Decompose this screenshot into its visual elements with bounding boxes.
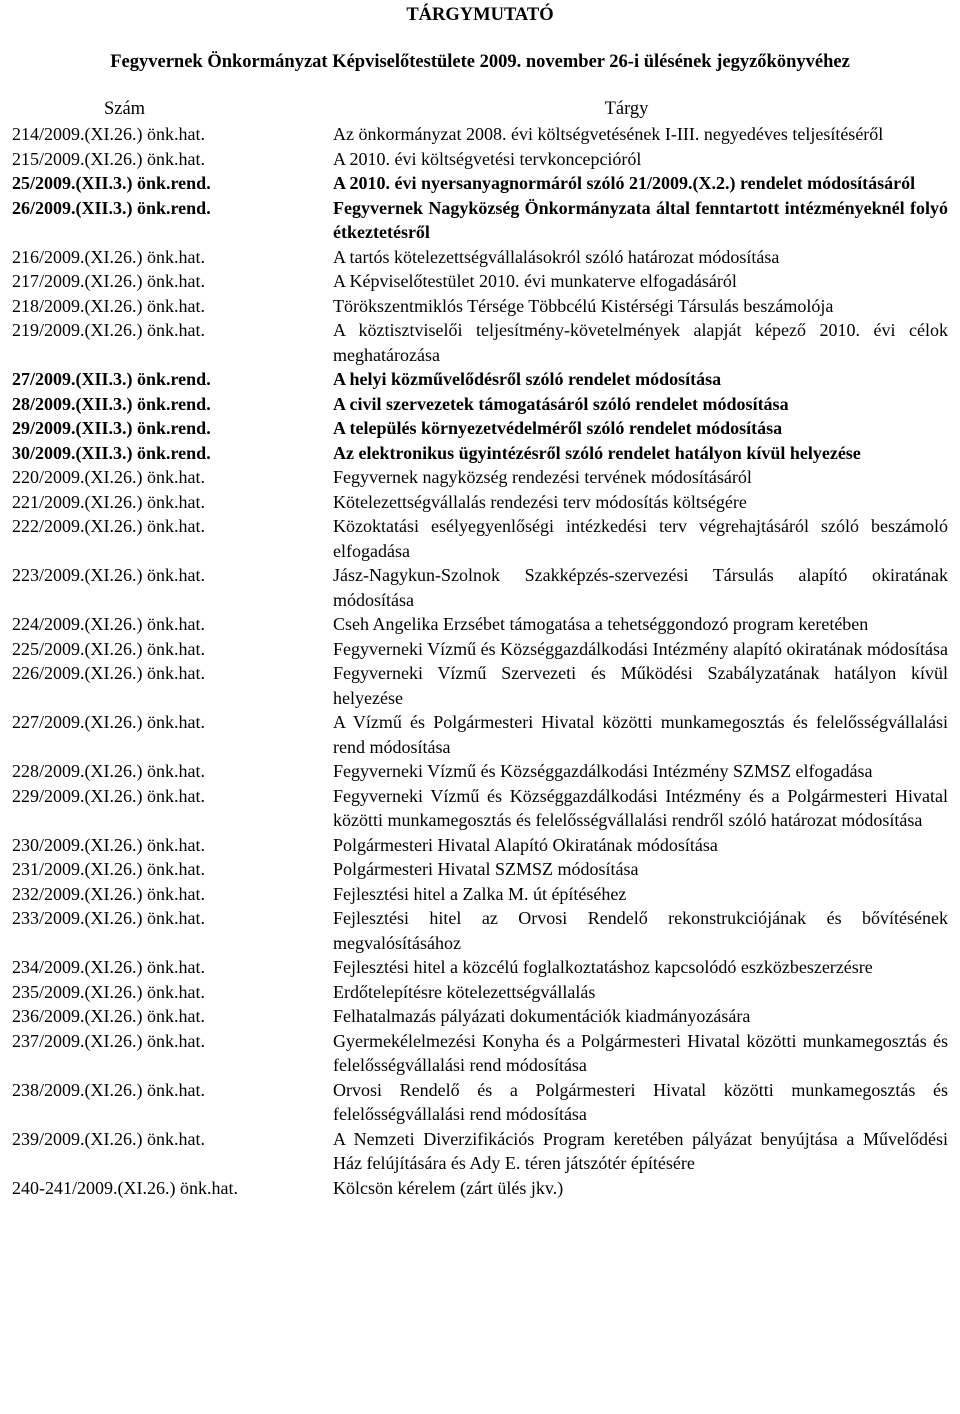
table-row bbox=[12, 710, 948, 759]
table-row bbox=[12, 955, 948, 980]
row-subject: Fejlesztési hitel a közcélú foglalkoztatáshoz kapcsolódó eszközbeszerzésre bbox=[333, 957, 873, 977]
table-row bbox=[12, 759, 948, 784]
table-row bbox=[12, 122, 948, 147]
row-subject: Fegyverneki Vízmű Szervezeti és Működési Szabályzatának hatályon kívül helyezése bbox=[333, 663, 948, 708]
index-table bbox=[12, 96, 948, 1200]
row-number: 226/2009.(XI.26.) önk.hat. bbox=[12, 663, 205, 683]
table-row bbox=[12, 294, 948, 319]
column-header-number: Szám bbox=[103, 99, 146, 119]
table-row bbox=[12, 196, 948, 245]
row-number: 221/2009.(XI.26.) önk.hat. bbox=[12, 491, 205, 512]
table-row bbox=[12, 637, 948, 662]
row-subject: Az önkormányzat 2008. évi költségvetésének I-III. negyedéves teljesítéséről bbox=[333, 124, 884, 144]
table-row bbox=[12, 661, 948, 710]
row-number: 214/2009.(XI.26.) önk.hat. bbox=[12, 124, 205, 144]
row-subject: A 2010. évi nyersanyagnormáról szóló 21/2009.(X.2.) rendelet módosításáról bbox=[333, 173, 916, 193]
row-subject: Közoktatási esélyegyenlőségi intézkedési terv végrehajtásáról szóló beszámoló elfogadása bbox=[333, 516, 948, 561]
row-subject: A tartós kötelezettségvállalásokról szóló határozat módosítása bbox=[333, 246, 780, 267]
row-number: 223/2009.(XI.26.) önk.hat. bbox=[12, 565, 205, 585]
row-number: 236/2009.(XI.26.) önk.hat. bbox=[12, 1006, 205, 1026]
table-row bbox=[12, 318, 948, 367]
table-row bbox=[12, 980, 948, 1005]
row-number: 26/2009.(XII.3.) önk.rend. bbox=[12, 197, 211, 218]
row-number: 28/2009.(XII.3.) önk.rend. bbox=[12, 393, 211, 414]
row-subject: A 2010. évi költségvetési tervkoncepcióról bbox=[333, 148, 642, 169]
row-number: 234/2009.(XI.26.) önk.hat. bbox=[12, 957, 205, 977]
row-number: 225/2009.(XI.26.) önk.hat. bbox=[12, 638, 205, 659]
table-row bbox=[12, 416, 948, 441]
column-header-subject: Tárgy bbox=[604, 99, 649, 119]
row-number: 227/2009.(XI.26.) önk.hat. bbox=[12, 712, 205, 732]
table-row bbox=[12, 465, 948, 490]
row-subject: Fegyverneki Vízmű és Községgazdálkodási Intézmény SZMSZ elfogadása bbox=[333, 761, 873, 781]
table-row bbox=[12, 1004, 948, 1029]
table-row bbox=[12, 171, 948, 196]
row-subject: A civil szervezetek támogatásáról szóló rendelet módosítása bbox=[333, 393, 789, 414]
row-subject: Felhatalmazás pályázati dokumentációk kiadmányozására bbox=[333, 1006, 751, 1026]
row-subject: A Képviselőtestület 2010. évi munkaterve elfogadásáról bbox=[333, 271, 737, 291]
row-subject: Fejlesztési hitel a Zalka M. út építéséhez bbox=[333, 883, 627, 904]
table-row bbox=[12, 392, 948, 417]
row-number: 217/2009.(XI.26.) önk.hat. bbox=[12, 271, 205, 291]
row-number: 240-241/2009.(XI.26.) önk.hat. bbox=[12, 1177, 238, 1198]
row-subject: Fegyverneki Vízmű és Községgazdálkodási Intézmény alapító okiratának módosítása bbox=[333, 638, 948, 659]
row-subject: Fegyvernek nagyközség rendezési tervének módosításáról bbox=[333, 467, 752, 487]
table-row bbox=[12, 1127, 948, 1176]
table-row bbox=[12, 1078, 948, 1127]
row-subject: Gyermekélelmezési Konyha és a Polgármesteri Hivatal közötti munkamegosztás és felelősségvállalási rend módosítása bbox=[333, 1030, 948, 1075]
row-number: 25/2009.(XII.3.) önk.rend. bbox=[12, 173, 211, 193]
row-number: 222/2009.(XI.26.) önk.hat. bbox=[12, 516, 205, 536]
row-subject: Kötelezettségvállalás rendezési terv módosítás költségére bbox=[333, 491, 747, 512]
table-row bbox=[12, 1029, 948, 1078]
row-subject: Polgármesteri Hivatal SZMSZ módosítása bbox=[333, 859, 639, 879]
row-number: 228/2009.(XI.26.) önk.hat. bbox=[12, 761, 205, 781]
table-row bbox=[12, 269, 948, 294]
row-number: 231/2009.(XI.26.) önk.hat. bbox=[12, 859, 205, 879]
row-number: 215/2009.(XI.26.) önk.hat. bbox=[12, 148, 205, 169]
row-number: 238/2009.(XI.26.) önk.hat. bbox=[12, 1079, 205, 1100]
row-subject: A település környezetvédelméről szóló rendelet módosítása bbox=[333, 418, 783, 438]
table-row bbox=[12, 906, 948, 955]
table-row bbox=[12, 514, 948, 563]
row-number: 27/2009.(XII.3.) önk.rend. bbox=[12, 369, 211, 389]
row-number: 219/2009.(XI.26.) önk.hat. bbox=[12, 320, 205, 340]
row-number: 220/2009.(XI.26.) önk.hat. bbox=[12, 467, 205, 487]
row-subject: Erdőtelepítésre kötelezettségvállalás bbox=[333, 981, 596, 1002]
row-number: 224/2009.(XI.26.) önk.hat. bbox=[12, 614, 205, 634]
row-subject: Cseh Angelika Erzsébet támogatása a tehetséggondozó program keretében bbox=[333, 614, 869, 634]
row-subject: Orvosi Rendelő és a Polgármesteri Hivatal közötti munkamegosztás és felelősségvállalási rend módosítása bbox=[333, 1079, 948, 1124]
table-row bbox=[12, 563, 948, 612]
row-number: 233/2009.(XI.26.) önk.hat. bbox=[12, 908, 205, 928]
table-header-row bbox=[12, 96, 948, 122]
table-row bbox=[12, 857, 948, 882]
table-row bbox=[12, 490, 948, 515]
row-number: 30/2009.(XII.3.) önk.rend. bbox=[12, 442, 211, 463]
row-subject: A helyi közművelődésről szóló rendelet módosítása bbox=[333, 369, 722, 389]
page-title: TÁRGYMUTATÓ bbox=[406, 5, 554, 25]
row-number: 232/2009.(XI.26.) önk.hat. bbox=[12, 883, 205, 904]
row-subject: Fejlesztési hitel az Orvosi Rendelő rekonstrukciójának és bővítésének megvalósításához bbox=[333, 908, 948, 953]
row-number: 230/2009.(XI.26.) önk.hat. bbox=[12, 834, 205, 855]
table-row bbox=[12, 367, 948, 392]
table-row bbox=[12, 612, 948, 637]
table-row bbox=[12, 441, 948, 466]
row-subject: Fegyvernek Nagyközség Önkormányzata által fenntartott intézményeknél folyó étkeztetésről bbox=[333, 197, 948, 242]
row-number: 235/2009.(XI.26.) önk.hat. bbox=[12, 981, 205, 1002]
row-number: 218/2009.(XI.26.) önk.hat. bbox=[12, 295, 205, 316]
row-number: 237/2009.(XI.26.) önk.hat. bbox=[12, 1030, 205, 1051]
row-number: 216/2009.(XI.26.) önk.hat. bbox=[12, 246, 205, 267]
document-subtitle: Fegyvernek Önkormányzat Képviselőtestülete 2009. november 26-i ülésének jegyzőkönyvéhez bbox=[110, 52, 850, 72]
table-row bbox=[12, 833, 948, 858]
row-number: 29/2009.(XII.3.) önk.rend. bbox=[12, 418, 211, 438]
table-row bbox=[12, 245, 948, 270]
row-subject: Törökszentmiklós Térsége Többcélú Kistérségi Társulás beszámolója bbox=[333, 295, 834, 316]
table-row bbox=[12, 784, 948, 833]
row-subject: A Vízmű és Polgármesteri Hivatal közötti munkamegosztás és felelősségvállalási rend módosítása bbox=[333, 712, 948, 757]
table-row bbox=[12, 1176, 948, 1201]
row-subject: Jász-Nagykun-Szolnok Szakképzés-szervezési Társulás alapító okiratának módosítása bbox=[333, 565, 948, 610]
table-row bbox=[12, 882, 948, 907]
row-number: 229/2009.(XI.26.) önk.hat. bbox=[12, 785, 205, 806]
row-subject: Az elektronikus ügyintézésről szóló rendelet hatályon kívül helyezése bbox=[333, 442, 861, 463]
row-subject: A Nemzeti Diverzifikációs Program keretében pályázat benyújtása a Művelődési Ház felújítására és Ady E. téren játszótér építésére bbox=[333, 1128, 948, 1173]
row-subject: Polgármesteri Hivatal Alapító Okiratának módosítása bbox=[333, 834, 718, 855]
row-subject: A köztisztviselői teljesítmény-követelmények alapját képező 2010. évi célok meghatározása bbox=[333, 320, 948, 365]
row-subject: Fegyverneki Vízmű és Községgazdálkodási Intézmény és a Polgármesteri Hivatal közötti munkamegosztás és felelősségvállalási rendről szóló határozat módosítása bbox=[333, 785, 948, 830]
row-subject: Kölcsön kérelem (zárt ülés jkv.) bbox=[333, 1177, 564, 1198]
table-row bbox=[12, 147, 948, 172]
row-number: 239/2009.(XI.26.) önk.hat. bbox=[12, 1128, 205, 1149]
